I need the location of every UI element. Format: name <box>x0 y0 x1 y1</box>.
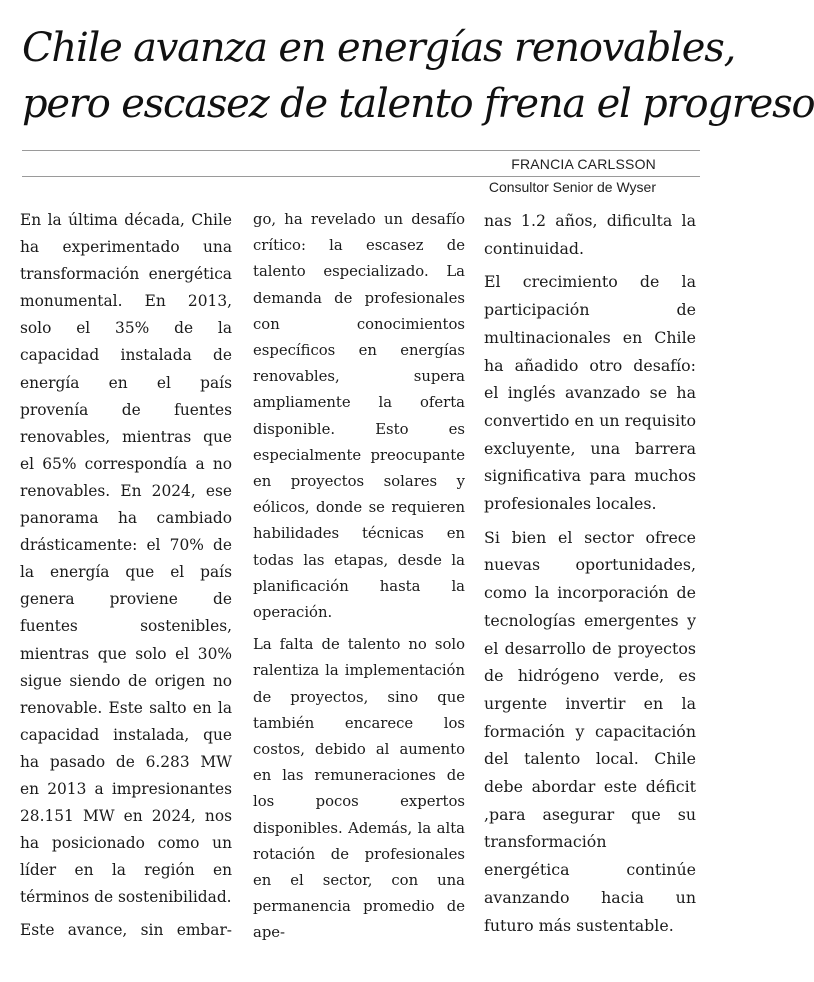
title-divider-top <box>22 150 700 151</box>
body-column-2 <box>253 207 465 953</box>
paragraph-4: El crecimiento de la participación de multinacionales en Chile ha añadido otro desafío: el inglés avanzado se ha convertido en un requisito excluyente, una barrera significativa para muchos profesionales locales. <box>484 272 696 514</box>
paragraph-3-continued: nas 1.2 años, dificulta la continuidad. <box>484 211 696 258</box>
body-column-1 <box>20 207 232 951</box>
paragraph-2-continued: go, ha revelado un desafío crítico: la escasez de talento especializado. La demanda de profesionales con conocimientos específicos en energías renovables, supera ampliamente la oferta disponible. Esto es especialmente preocupante en proyectos solares y eólicos, donde se requieren habilidades técnicas en todas las etapas, desde la planificación hasta la operación. <box>253 211 465 622</box>
author-name: FRANCIA CARLSSON <box>511 156 656 172</box>
author-role: Consultor Senior de Wyser <box>488 179 656 195</box>
article-title <box>22 20 814 132</box>
article-title-line-1: Chile avanza en energías renovables, <box>22 25 736 71</box>
paragraph-5: Si bien el sector ofrece nuevas oportunidades, como la incorporación de tecnologías emergentes y el desarrollo de proyectos de hidrógeno verde, es urgente invertir en la formación y capacitación del talento local. Chile debe abordar este déficit ,para asegurar que su transformación energética continúe avanzando hacia un futuro más sustentable. <box>484 527 696 935</box>
paragraph-1: En la última década, Chile ha experimentado una transformación energética monumental. En 2013, solo el 35% de la capacidad instalada de energía en el país provenía de fuentes renovables, mientras que el 65% correspondía a no renovables. En 2024, ese panorama ha cambiado drásticamente: el 70% de la energía que el país genera proviene de fuentes sostenibles, mientras que solo el 30% sigue siendo de origen no renovable. Este salto en la capacidad instalada, que ha pasado de 6.283 MW en 2013 a impresionantes 28.151 MW en 2024, nos ha posicionado como un líder en la región en términos de sostenibilidad. <box>20 211 232 907</box>
body-column-3 <box>484 207 696 945</box>
title-divider-bottom <box>22 176 700 177</box>
paragraph-2: Este avance, sin embar- <box>20 921 232 940</box>
article-title-line-2: pero escasez de talento frena el progreso <box>22 81 814 127</box>
paragraph-3: La falta de talento no solo ralentiza la implementación de proyectos, sino que también encarece los costos, debido al aumento en las remuneraciones de los pocos expertos disponibles. Además, la alta rotación de profesionales en el sector, con una permanencia promedio de ape- <box>253 636 465 942</box>
